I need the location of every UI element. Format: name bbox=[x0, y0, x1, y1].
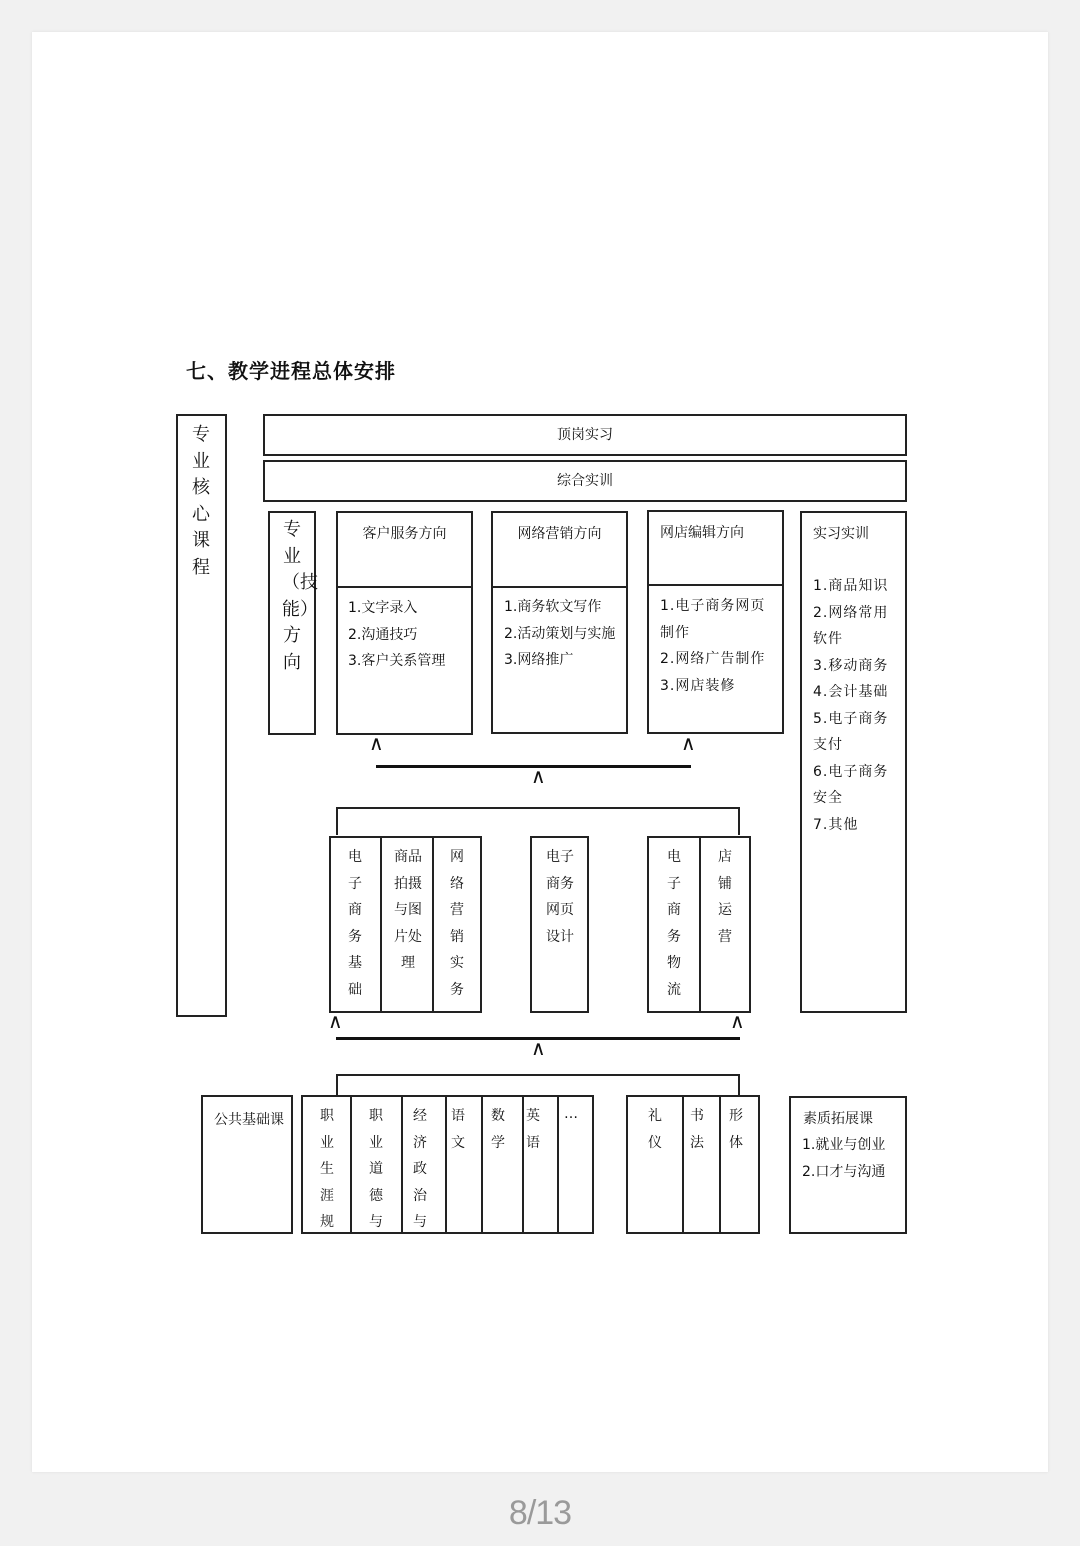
public-course: 职业道德与 bbox=[369, 1108, 383, 1230]
cell-divider bbox=[522, 1097, 524, 1232]
cell-divider bbox=[557, 1097, 559, 1232]
direction-list bbox=[504, 594, 620, 674]
list-item: 3.移动商务 bbox=[813, 657, 889, 674]
core-course-group-3 bbox=[647, 836, 751, 1013]
cell-divider bbox=[401, 1097, 403, 1232]
direction-list bbox=[348, 595, 468, 675]
connector-line bbox=[336, 1074, 338, 1096]
section-title: 七、教学进程总体安排 bbox=[186, 359, 396, 383]
public-course: 数学 bbox=[491, 1108, 505, 1151]
practice-box bbox=[800, 511, 907, 1013]
quality-title: 素质拓展课 bbox=[803, 1111, 873, 1127]
comprehensive-training-label: 综合实训 bbox=[557, 473, 613, 489]
core-course: 店铺运营 bbox=[718, 849, 732, 945]
public-course: 经济政治与 bbox=[413, 1108, 427, 1230]
core-course-group-1 bbox=[329, 836, 482, 1013]
internship-label: 顶岗实习 bbox=[557, 427, 613, 443]
direction-box-network-marketing bbox=[491, 511, 628, 734]
list-item: 2.网络广告制作 bbox=[660, 651, 766, 667]
cell-divider bbox=[350, 1097, 352, 1232]
connector-line bbox=[336, 1074, 740, 1076]
cell-divider bbox=[445, 1097, 447, 1232]
cell-divider bbox=[380, 838, 382, 1011]
direction-box-store-editing bbox=[647, 510, 784, 734]
list-item: 5.电子商务支付 bbox=[813, 710, 889, 753]
list-item: 1.电子商务网页制作 bbox=[660, 598, 766, 641]
direction-label: 专业（技能）方向 bbox=[282, 519, 318, 673]
list-item: 1.商务软文写作 bbox=[504, 599, 602, 615]
list-item: 7.其他 bbox=[813, 816, 859, 833]
up-caret-icon: ∧ bbox=[730, 1009, 745, 1033]
list-item: 2.网络常用软件 bbox=[813, 604, 889, 647]
direction-title: 网络营销方向 bbox=[517, 526, 602, 542]
core-course: 网络营销实务 bbox=[450, 849, 464, 998]
direction-label-box bbox=[268, 511, 316, 735]
public-courses-label-box bbox=[201, 1095, 293, 1234]
list-item: 2.沟通技巧 bbox=[348, 626, 418, 643]
core-course: 电子商务物流 bbox=[667, 849, 681, 998]
direction-box-customer-service bbox=[336, 511, 473, 735]
etiquette-course: 形体 bbox=[729, 1108, 743, 1151]
direction-divider bbox=[338, 586, 471, 588]
list-item: 2.口才与沟通 bbox=[802, 1163, 886, 1180]
connector-line bbox=[336, 807, 740, 809]
quality-list bbox=[802, 1132, 902, 1185]
list-item: 1.商品知识 bbox=[813, 578, 889, 594]
list-item: 3.网络推广 bbox=[504, 652, 574, 668]
core-course-group-2 bbox=[530, 836, 589, 1013]
etiquette-course: 书法 bbox=[690, 1108, 704, 1151]
comprehensive-training-bar bbox=[263, 460, 907, 502]
direction-divider bbox=[493, 586, 626, 588]
direction-list bbox=[660, 593, 776, 699]
cell-divider bbox=[719, 1097, 721, 1232]
list-item: 6.电子商务安全 bbox=[813, 763, 889, 806]
up-caret-icon: ∧ bbox=[328, 1009, 343, 1033]
up-caret-icon: ∧ bbox=[369, 731, 384, 755]
etiquette-courses-group bbox=[626, 1095, 760, 1234]
quality-expansion-box bbox=[789, 1096, 907, 1234]
practice-title: 实习实训 bbox=[813, 526, 869, 542]
core-courses-label: 专业核心课程 bbox=[192, 424, 210, 578]
cell-divider bbox=[682, 1097, 684, 1232]
list-item: 2.活动策划与实施 bbox=[504, 625, 616, 642]
page-indicator: 8/13 bbox=[508, 1494, 572, 1532]
up-caret-icon: ∧ bbox=[681, 731, 696, 755]
internship-bar bbox=[263, 414, 907, 456]
core-course: 电子商务基础 bbox=[348, 849, 362, 998]
up-caret-icon: ∧ bbox=[531, 764, 546, 788]
public-course: … bbox=[564, 1106, 578, 1122]
direction-divider bbox=[649, 584, 782, 586]
core-courses-label-box bbox=[176, 414, 227, 1017]
cell-divider bbox=[481, 1097, 483, 1232]
public-course: 语文 bbox=[451, 1108, 465, 1151]
public-courses-group bbox=[301, 1095, 594, 1234]
cell-divider bbox=[432, 838, 434, 1011]
list-item: 3.网店装修 bbox=[660, 677, 736, 694]
list-item: 3.客户关系管理 bbox=[348, 653, 446, 669]
direction-title: 客户服务方向 bbox=[362, 526, 447, 542]
connector-line bbox=[336, 807, 338, 835]
public-courses-label: 公共基础课 bbox=[214, 1112, 284, 1128]
connector-line bbox=[738, 807, 740, 835]
public-course: 职业生涯规 bbox=[320, 1108, 334, 1230]
public-course: 英语 bbox=[526, 1108, 540, 1151]
up-caret-icon: ∧ bbox=[531, 1036, 546, 1060]
list-item: 1.文字录入 bbox=[348, 600, 418, 616]
cell-divider bbox=[699, 838, 701, 1011]
core-course: 电子商务网页设计 bbox=[546, 849, 574, 945]
core-course: 商品拍摄与图片处理 bbox=[394, 849, 422, 971]
list-item: 1.就业与创业 bbox=[802, 1137, 886, 1153]
direction-title: 网店编辑方向 bbox=[660, 525, 744, 541]
connector-line bbox=[738, 1074, 740, 1096]
practice-list bbox=[813, 573, 899, 838]
etiquette-course: 礼仪 bbox=[648, 1108, 662, 1151]
list-item: 4.会计基础 bbox=[813, 684, 889, 700]
